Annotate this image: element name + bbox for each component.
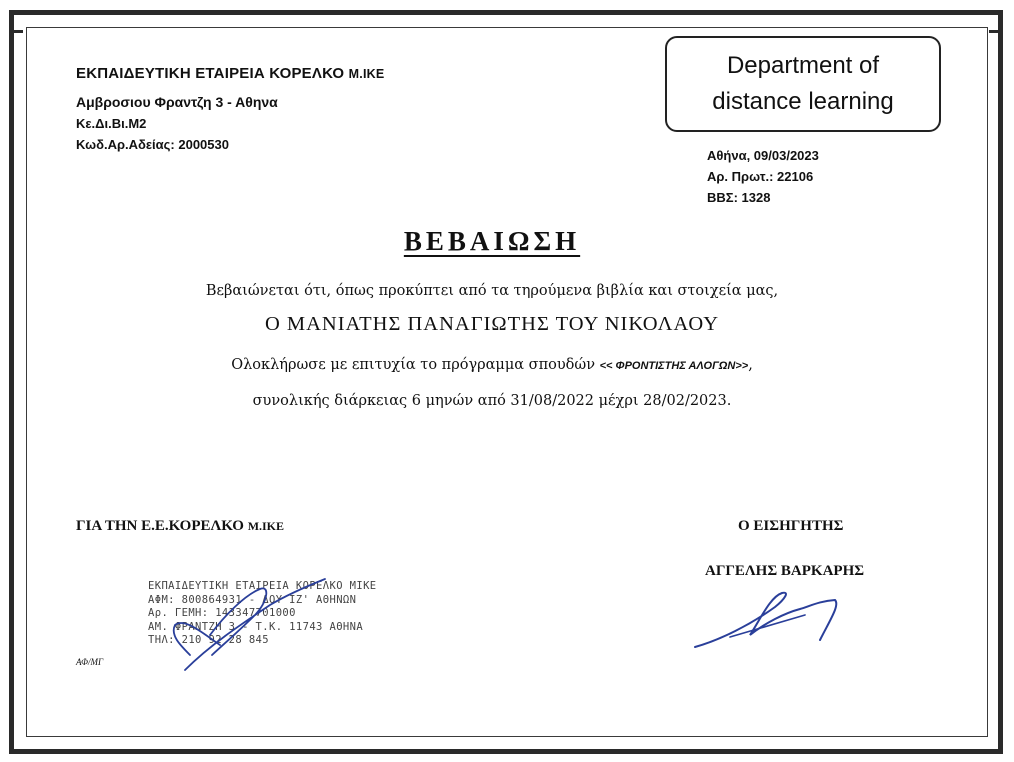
protocol-number: Αρ. Πρωτ.: 22106	[707, 169, 814, 184]
certificate-intro: Βεβαιώνεται ότι, όπως προκύπτει από τα τηρούμενα βιβλία και στοιχεία μας,	[205, 283, 779, 299]
company-stamp: ΕΚΠΑΙΔΕΥΤΙΚΗ ΕΤΑΙΡΕΙΑ ΚΟΡΕΛΚΟ ΜΙΚΕ ΑΦΜ: 800864931 - ΔΟΥ ΙΖ' ΑΘΗΝΩΝ Αρ. ΓΕΜΗ: 143347701000 ΑΜ. ΦΡΑΝΤΖΗ 3 - Τ.Κ. 11743 ΑΘΗΝΑ ΤΗΛ: 210 92 28 845	[148, 580, 377, 646]
certificate-person: Ο ΜΑΝΙΑΤΗΣ ΠΑΝΑΓΙΩΤΗΣ ΤΟΥ ΝΙΚΟΛΑΟΥ	[264, 313, 720, 335]
program-name: << ΦΡΟΝΤΙΣΤΗΣ ΑΛΟΓΩΝ>>	[599, 360, 749, 372]
certificate-title: ΒΕΒΑΙΩΣΗ	[403, 226, 581, 256]
place-date: Αθήνα, 09/03/2023	[707, 148, 819, 163]
document-meta	[707, 148, 819, 211]
company-signature	[150, 575, 350, 680]
initials: ΑΦ/ΜΓ	[76, 657, 104, 667]
company-signature-label: ΓΙΑ ΤΗΝ Ε.Ε.ΚΟΡΕΛΚΟ Μ.ΙΚΕ	[76, 518, 285, 534]
certificate-duration: συνολικής διάρκειας 6 μηνών από 31/08/2022 μέχρι 28/02/2023.	[252, 393, 732, 409]
issuer-code: Κε.Δι.Βι.Μ2	[76, 116, 147, 131]
issuer-license: Κωδ.Αρ.Αδείας: 2000530	[76, 137, 229, 152]
instructor-name: ΑΓΓΕΛΗΣ ΒΑΡΚΑΡΗΣ	[705, 563, 865, 579]
issuer-name: ΕΚΠΑΙΔΕΥΤΙΚΗ ΕΤΑΙΡΕΙΑ ΚΟΡΕΛΚΟ Μ.ΙΚΕ	[76, 65, 385, 82]
department-box: Department of distance learning	[665, 36, 941, 132]
issuer-block	[76, 65, 384, 152]
register-number: ΒΒΣ: 1328	[707, 190, 771, 205]
instructor-signature	[690, 585, 850, 655]
instructor-label: Ο ΕΙΣΗΓΗΤΗΣ	[738, 518, 844, 534]
issuer-address: Αμβροσιου Φραντζη 3 - Αθηνα	[76, 94, 278, 110]
certificate-completion: Ολοκλήρωσε με επιτυχία το πρόγραμμα σπουδών << ΦΡΟΝΤΙΣΤΗΣ ΑΛΟΓΩΝ>>,	[231, 357, 753, 373]
